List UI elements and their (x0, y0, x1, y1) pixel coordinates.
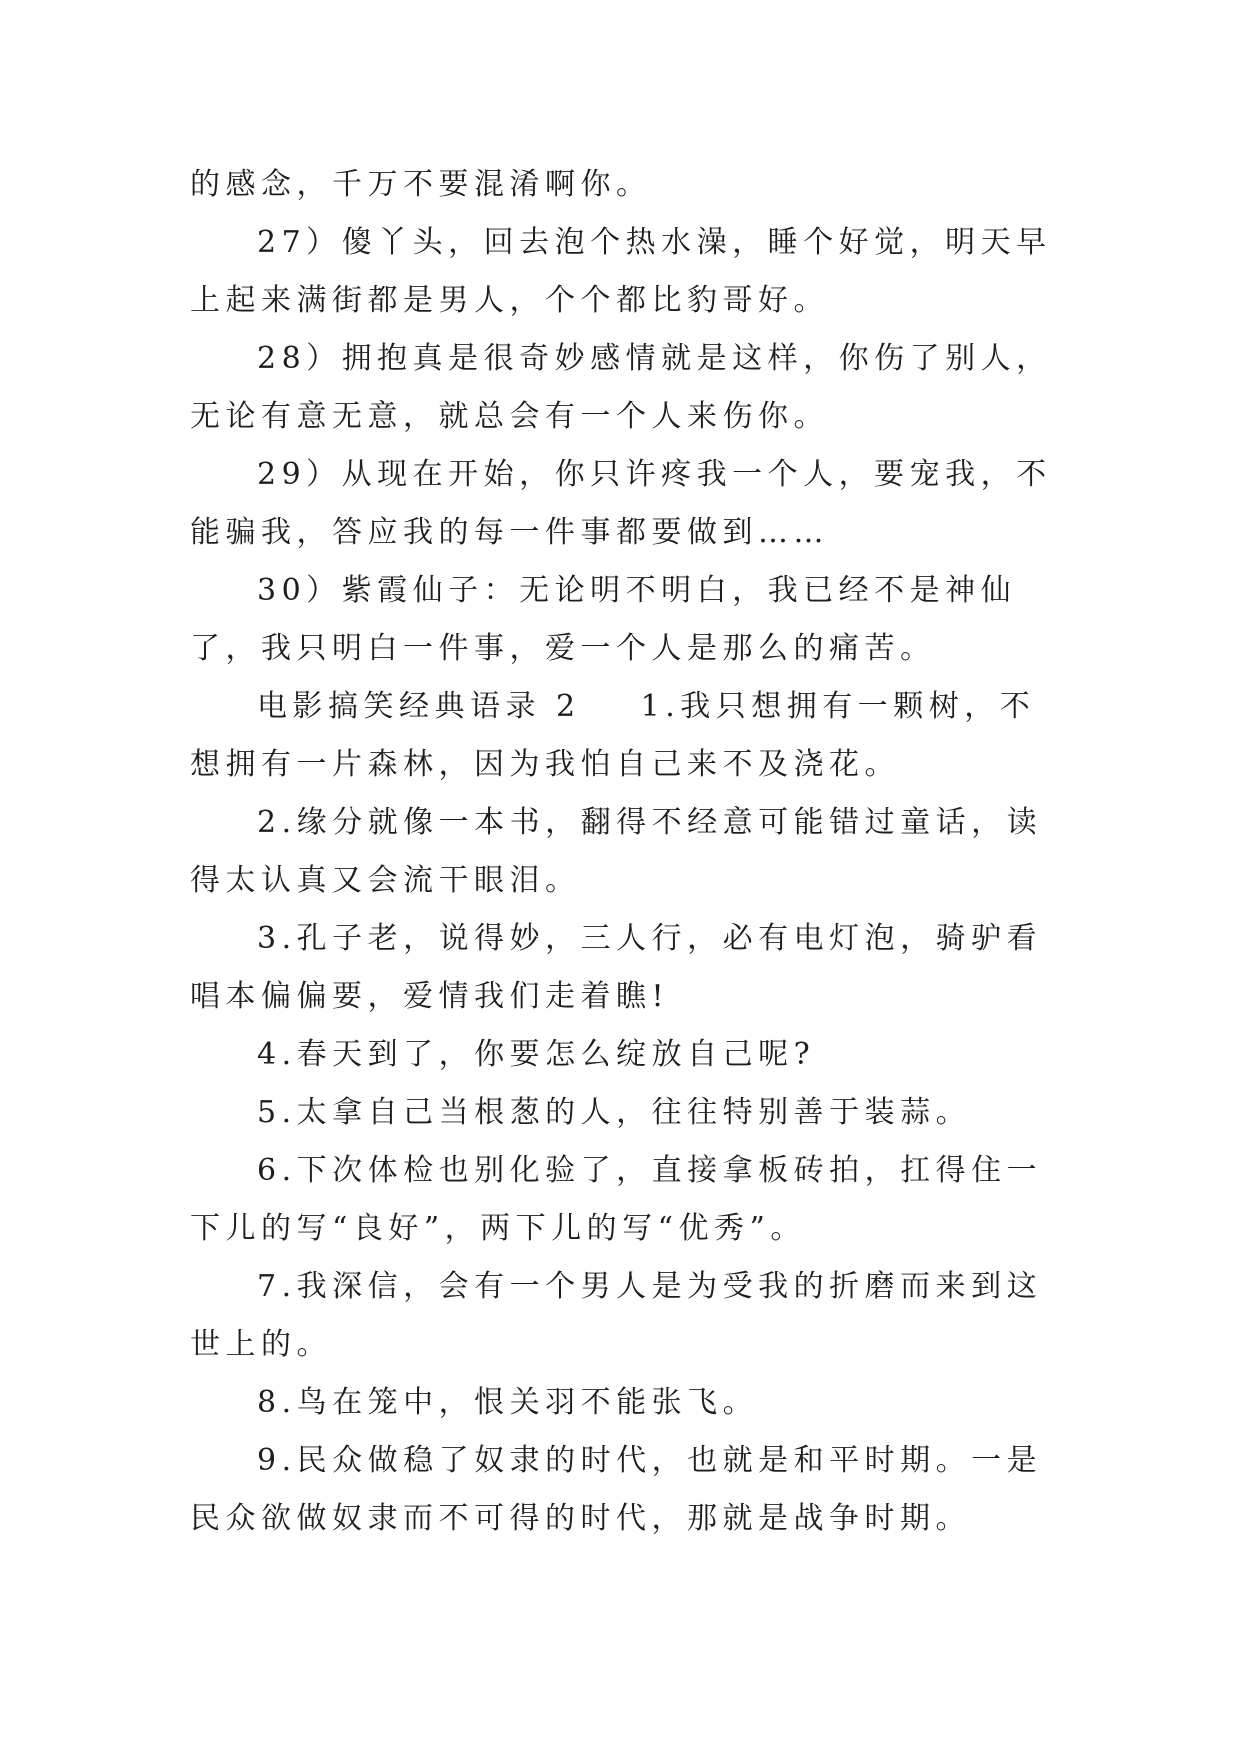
paragraph-quote-28: 28）拥抱真是很奇妙感情就是这样，你伤了别人，无论有意无意，就总会有一个人来伤你。 (190, 341, 1052, 434)
paragraph-quote-5: 5.太拿自己当根葱的人，往往特别善于装蒜。 (257, 1095, 972, 1130)
paragraph-quote-8: 8.鸟在笼中，恨关羽不能张飞。 (257, 1385, 759, 1420)
paragraph-quote-9: 9.民众做稳了奴隶的时代，也就是和平时期。一是民众欲做奴隶而不可得的时代，那就是战争时期。 (190, 1443, 1043, 1536)
paragraph-section-2-quote-1 (190, 678, 1057, 794)
section-quote-1: 1.我只想拥有一颗树，不想拥有一片森林，因为我怕自己来不及浇花。 (190, 689, 1036, 782)
section-heading: 电影搞笑经典语录 2 (257, 689, 581, 724)
paragraph-quote-29: 29）从现在开始，你只许疼我一个人，要宠我，不能骗我，答应我的每一件事都要做到…… (190, 457, 1052, 550)
document-page (190, 156, 1057, 1548)
paragraph-quote-4: 4.春天到了，你要怎么绽放自己呢? (257, 1037, 816, 1072)
paragraph-quote-27: 27）傻丫头，回去泡个热水澡，睡个好觉，明天早上起来满街都是男人，个个都比豹哥好。 (190, 225, 1052, 318)
paragraph-continuation: 的感念，千万不要混淆啊你。 (190, 167, 652, 202)
paragraph-quote-6: 6.下次体检也别化验了，直接拿板砖拍，扛得住一下儿的写“良好”，两下儿的写“优秀”。 (190, 1153, 1043, 1246)
paragraph-quote-30: 30）紫霞仙子：无论明不明白，我已经不是神仙了，我只明白一件事，爱一个人是那么的痛苦。 (190, 573, 1017, 666)
paragraph-quote-3: 3.孔子老，说得妙，三人行，必有电灯泡，骑驴看唱本偏偏要，爱情我们走着瞧! (190, 921, 1043, 1014)
paragraph-quote-7: 7.我深信，会有一个男人是为受我的折磨而来到这世上的。 (190, 1269, 1043, 1362)
paragraph-quote-2: 2.缘分就像一本书，翻得不经意可能错过童话，读得太认真又会流干眼泪。 (190, 805, 1043, 898)
